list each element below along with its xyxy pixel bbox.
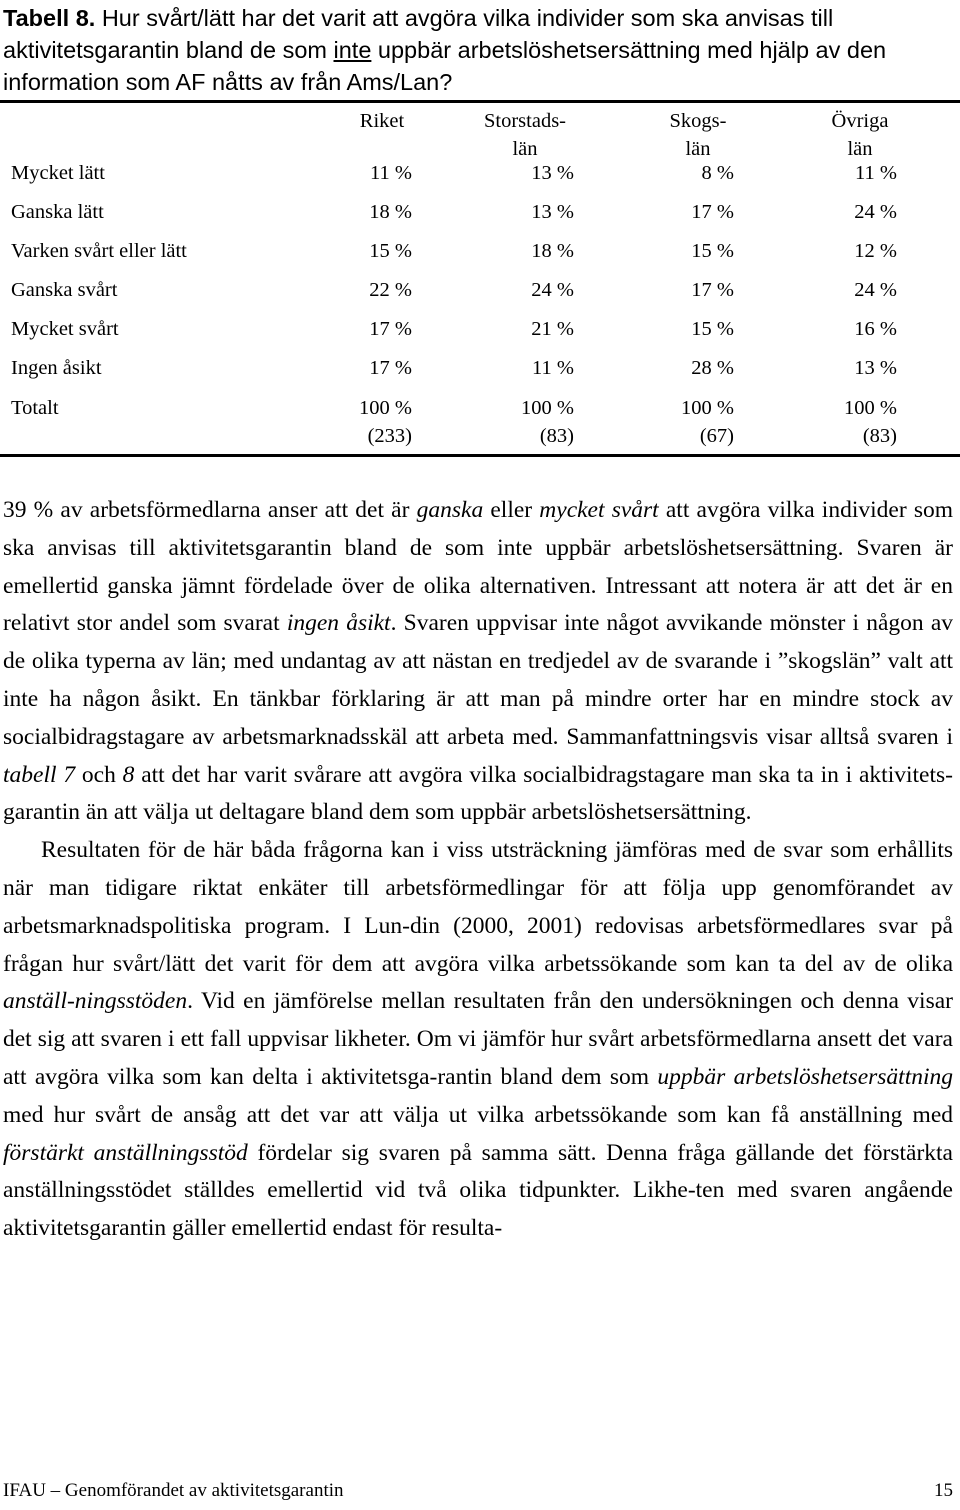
cell-total-ovriga-lan: 100 % [844,397,897,419]
caption-text: Hur svårt/lätt har det varit att avgöra vilka individer som ska anvisas till aktivitetsgarantin bland de som [3,5,834,63]
cell-ovriga-lan: 24 % [854,201,897,223]
table-bottom-rule [0,454,960,457]
cell-n-storstadslan: (83) [539,425,574,447]
row-label: Ganska svårt [11,279,118,301]
cell-skogslan: 17 % [691,201,734,223]
text-run: . Svaren uppvisar inte något avvikande mönster i någon av de olika typerna av län; med undantag av att nästan en tredjedel av de svarande i ”skogslän” valt att inte ha någon åsikt. En tänkbar förklaring är att man på mindre orter har en mindre stock av socialbidragstagare av arbetsmarknadsskäl att arbeta med. Sammanfattningsvis visar alltså svaren i [3,610,953,750]
page-footer [3,1480,953,1510]
cell-ovriga-lan: 12 % [854,240,897,262]
row-label: Mycket svårt [11,318,119,340]
cell-n-ovriga-lan: (83) [862,425,897,447]
italic-run: mycket svårt [539,497,659,523]
cell-storstadslan: 21 % [531,318,574,340]
row-label: Mycket lätt [11,162,105,184]
cell-n-skogslan: (67) [699,425,734,447]
cell-riket: 17 % [369,318,412,340]
cell-total-storstadslan: 100 % [521,397,574,419]
cell-riket: 18 % [369,201,412,223]
caption-text-end: uppbär arbetslöshetsersättning med hjälp av den information som AF nåtts av från Ams/Lan? [3,37,887,95]
italic-run: 8 [122,761,135,788]
text-run: Resultaten för de här båda frågorna kan i viss utsträckning jämföras med de svar som erhållits när man tidigare riktat enkäter till arbetsförmedlingar för att följa upp genomförandet av arbetsmarknadspolitiska program. I Lun-din (2000, 2001) redovisas arbetsförmedlares svar på frågan hur svårt/lätt det varit för dem att avgöra vilka arbetssökande som kan ta del av de olika [3,837,953,977]
body-text [3,492,953,1248]
table-caption [3,2,955,98]
italic-run: uppbär arbetslöshetsersättning [657,1063,954,1090]
cell-riket: 15 % [369,240,412,262]
col-header-riket [352,107,412,135]
cell-ovriga-lan: 13 % [854,357,897,379]
text-run: och [75,761,123,788]
text-run: fördelar sig svaren på samma sätt. Denna fråga gällande det förstärkta anställningsstödet ställdes emellertid vid två olika tidpunkter. Likhe-ten med svaren angående aktivitetsgarantin gäller emellertid endast för resulta- [3,1139,953,1242]
col-header-line1: Skogs- [669,110,727,132]
col-header-line2: län [512,138,538,160]
italic-run: anställ-ningsstöden [3,988,188,1015]
cell-storstadslan: 11 % [532,357,574,379]
cell-skogslan: 8 % [701,162,734,184]
row-label: Ganska lätt [11,201,104,223]
cell-n-riket: (233) [367,425,412,447]
caption-label: Tabell 8. [3,5,96,31]
text-run: . Vid en jämförelse mellan resultaten från den undersökningen och denna visar det sig att svaren i ett fall uppvisar likheter. Om vi jämför hur svårt arbetsförmedlarna ansett det vara att avgöra vilka som kan delta i aktivitetsga-rantin bland dem som [3,988,953,1090]
cell-storstadslan: 13 % [531,162,574,184]
col-header-skogslan [650,107,746,163]
col-header-ovriga-lan [812,107,908,163]
col-header-line1: Riket [359,110,405,132]
col-header-line1: Övriga [831,110,889,132]
col-header-line1: Storstads- [484,110,566,132]
cell-skogslan: 15 % [691,318,734,340]
italic-run: tabell 7 [3,761,76,788]
col-header-line2: län [847,138,873,160]
cell-ovriga-lan: 24 % [854,279,897,301]
text-run: att avgöra vilka individer som ska anvisas till aktivitetsgarantin bland de som inte uppbär arbetslöshetsersättning. Svaren är emellertid ganska jämnt fördelade över de olika alternativen. Intressant att notera är att det är en relativt stor andel som svarat [3,497,953,637]
italic-run: ganska [416,497,484,523]
col-header-storstadslan [470,107,580,163]
col-header-line2: län [685,138,711,160]
cell-ovriga-lan: 16 % [854,318,897,340]
row-label: Varken svårt eller lätt [11,240,187,262]
cell-skogslan: 28 % [691,357,734,379]
table-top-rule [0,100,960,103]
italic-run: förstärkt anställningsstöd [3,1139,248,1166]
cell-ovriga-lan: 11 % [855,162,897,184]
cell-skogslan: 15 % [691,240,734,262]
caption-underlined: inte [333,37,372,63]
cell-skogslan: 17 % [691,279,734,301]
text-run: 39 % av arbetsförmedlarna anser att det är [3,497,417,523]
row-label: Ingen åsikt [11,357,102,379]
cell-storstadslan: 18 % [531,240,574,262]
text-run: med hur svårt de ansåg att det var att välja ut vilka arbetssökande som kan få anställning med [3,1101,953,1128]
paragraph-1 [3,492,953,832]
row-label: Totalt [11,397,59,419]
cell-riket: 22 % [369,279,412,301]
cell-total-skogslan: 100 % [681,397,734,419]
text-run: eller [483,497,540,523]
text-run: att det har varit svårare att avgöra vilka socialbidragstagare man ska ta in i aktivitets-garantin än att välja ut deltagare bland dem som uppbär arbetslöshetsersättning. [3,761,953,826]
cell-storstadslan: 24 % [531,279,574,301]
cell-riket: 11 % [370,162,412,184]
footer-title: IFAU – Genomförandet av aktivitetsgarantin [3,1480,344,1501]
page-number: 15 [934,1480,953,1501]
cell-total-riket: 100 % [359,397,412,419]
italic-run: ingen åsikt [286,610,391,637]
cell-riket: 17 % [369,357,412,379]
paragraph-2 [3,832,953,1248]
cell-storstadslan: 13 % [531,201,574,223]
